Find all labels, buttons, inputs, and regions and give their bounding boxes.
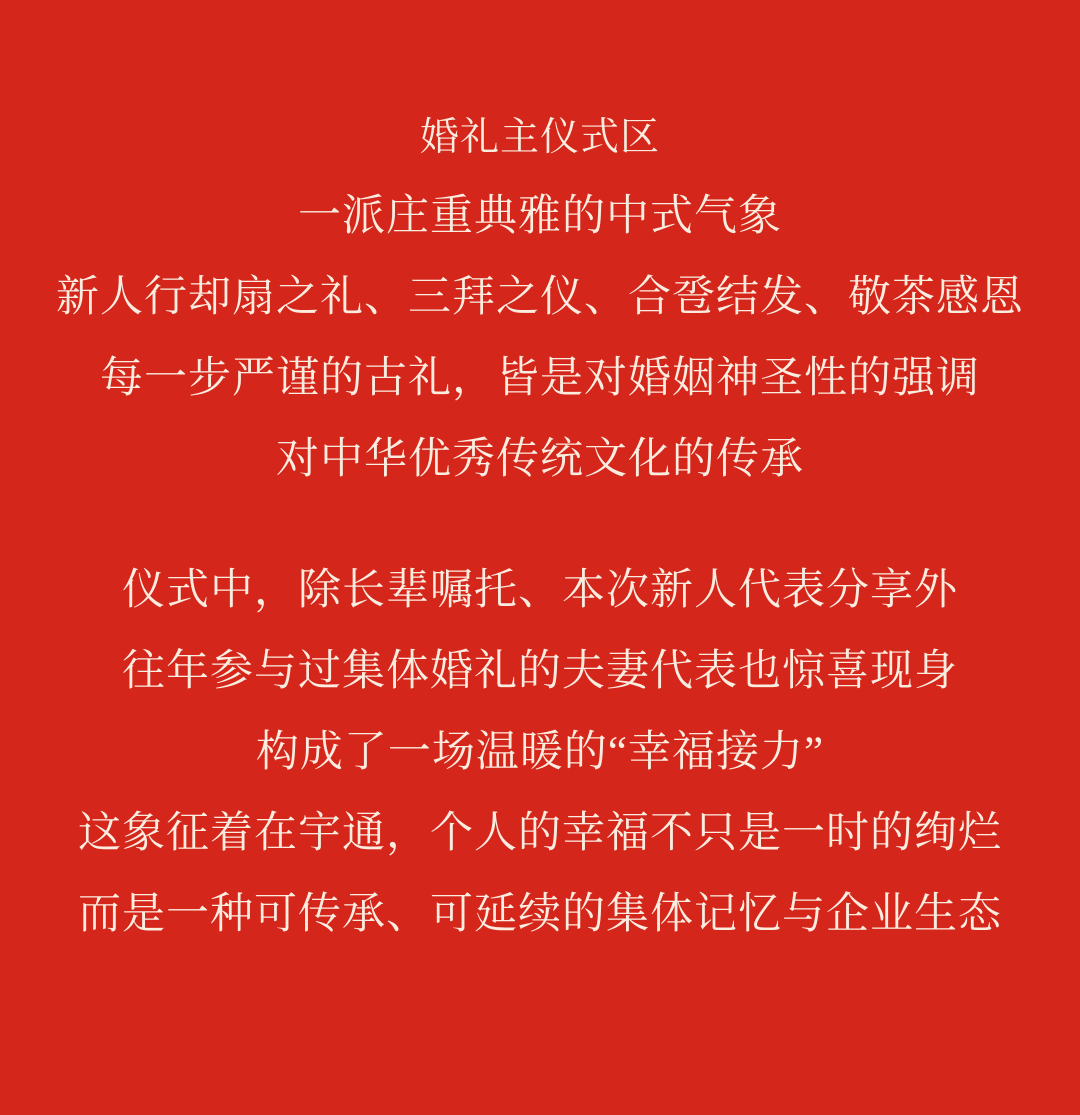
ceremony-highlight-block xyxy=(0,569,1080,936)
page-title: 婚礼主仪式区 xyxy=(419,116,660,159)
highlight-line-1: 仪式中，除长辈嘱托、本次新人代表分享外 xyxy=(122,567,958,614)
highlight-line-5: 而是一种可传承、可延续的集体记忆与企业生态 xyxy=(78,891,1002,938)
highlight-line-2: 往年参与过集体婚礼的夫妻代表也惊喜现身 xyxy=(122,648,958,695)
highlight-line-3: 构成了一场温暖的“幸福接力” xyxy=(255,729,825,776)
highlight-line-4: 这象征着在宇通，个人的幸福不只是一时的绚烂 xyxy=(78,810,1002,857)
intro-line-4: 每一步严谨的古礼，皆是对婚姻神圣性的强调 xyxy=(100,355,980,402)
intro-line-5: 对中华优秀传统文化的传承 xyxy=(276,436,804,483)
intro-line-3: 新人行却扇之礼、三拜之仪、合卺结发、敬茶感恩 xyxy=(56,274,1024,321)
ceremony-intro-block xyxy=(0,118,1080,481)
intro-line-2: 一派庄重典雅的中式气象 xyxy=(298,193,782,240)
